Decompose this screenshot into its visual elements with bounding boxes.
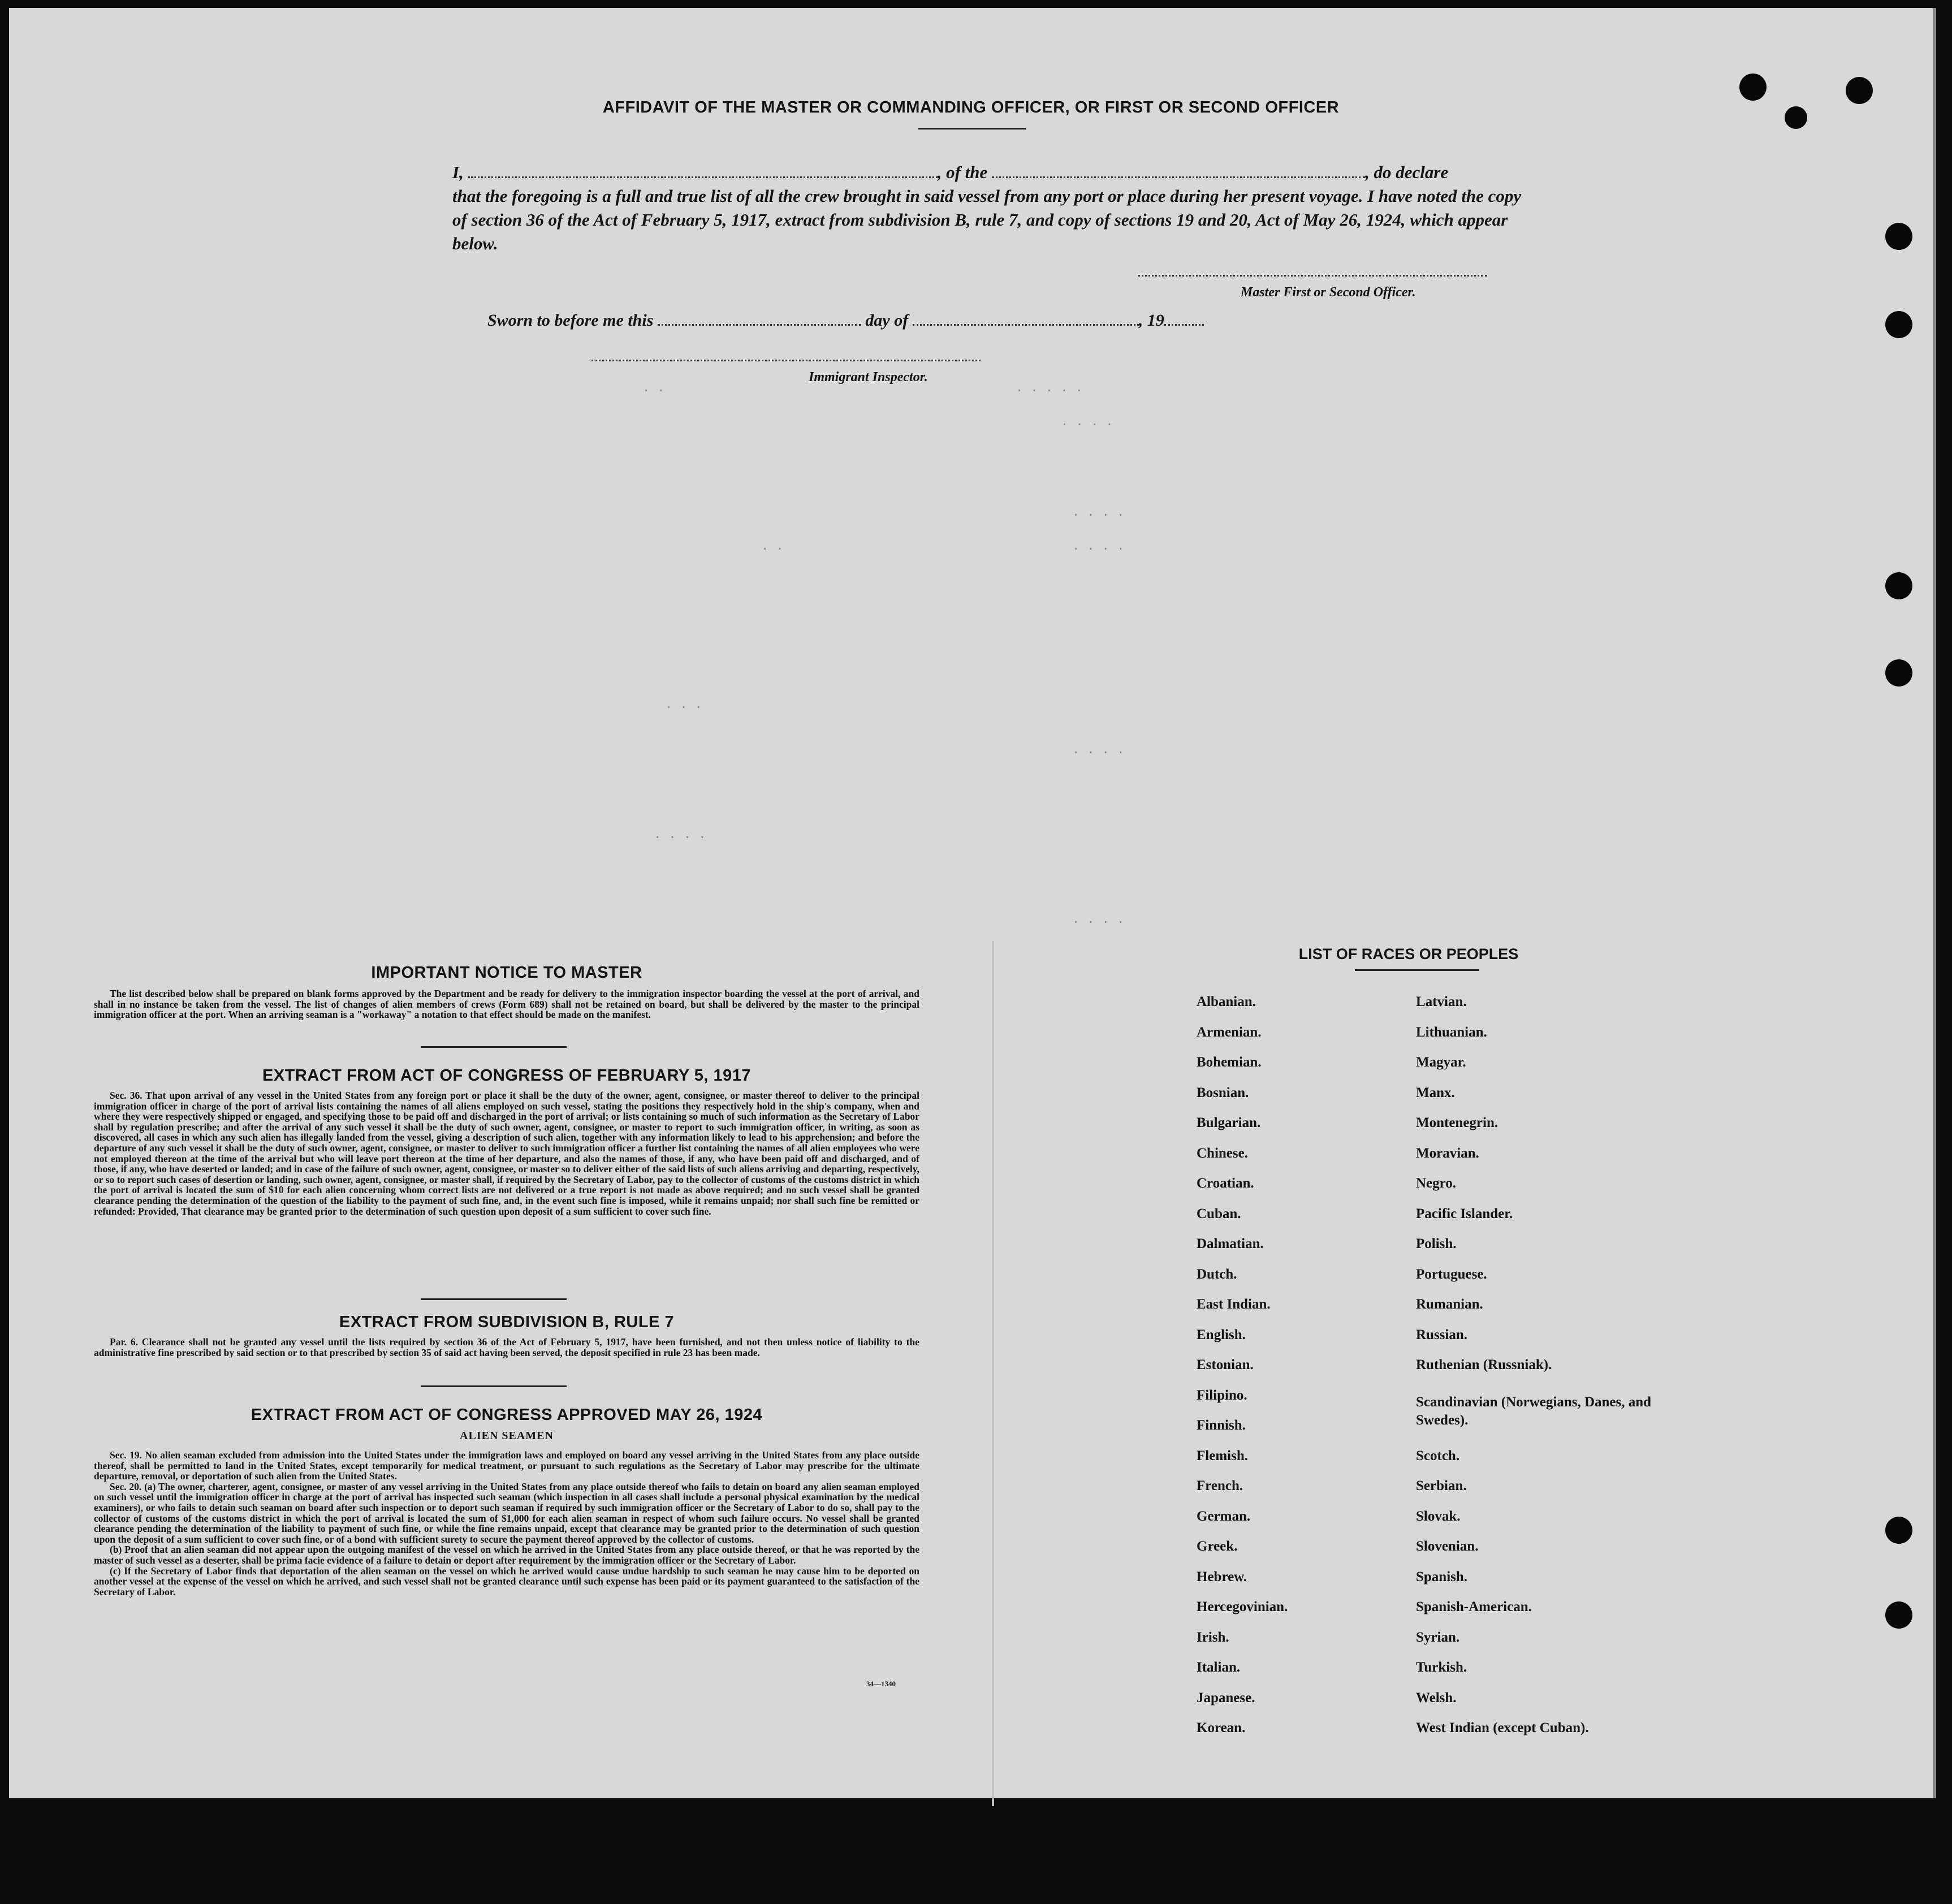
sworn-day-field[interactable]	[658, 318, 861, 326]
race-item: English.	[1197, 1327, 1246, 1342]
race-item: Hebrew.	[1197, 1569, 1247, 1584]
extract-1917-paragraph: Sec. 36. That upon arrival of any vessel in the United States from any foreign port or place it shall be the duty of the owner, agent, consignee, or master thereof to deliver to the principal immigration officer in charge of the port of arrival lists containing the names of all aliens employed on such vessel, stating the positions they respectively hold in the ship's company, when and where they were respectively shipped or engaged, and specifying those to be paid off and discharged in the port of arrival; or lists containing so much of such information as the Secretary of Labor shall by regulation prescribe; and after the arrival of any such vessel it shall be the duty of such owner, agent, consignee, or master to report to such immigration officer, in writing, as soon as discovered, all cases in which any such alien has illegally landed from the vessel, giving a description of such alien, together with any information likely to lead to his apprehension; and before the departure of any such vessel it shall be the duty of such owner, agent, consignee, or master to deliver to such immigration officer a further list containing the names of all alien employees who were not employed thereon at the time of the arrival but who will leave port thereon at the time of her departure, and also the names of those, if any, who have been paid off and discharged, and of those, if any, who have deserted or landed; and in case of the failure of such owner, agent, consignee, or master so to deliver either of the said lists of such aliens arriving and departing, respectively, or so to report such cases of desertion or landing, such owner, agent, consignee, or master shall, if required by the Secretary of Labor, pay to the collector of customs of the customs district in which the port of arrival is located the sum of $10 for each alien concerning whom correct lists are not delivered or a true report is not made as above required; and no such vessel shall be granted clearance pending the determination of the question of the liability to the payment of such fine, and, in the event such fine is imposed, while it remains unpaid; nor shall such fine be remitted or refunded: Provided, That clearance may be granted prior to the determination of such question upon deposit of a sum sufficient to cover such fine.	[94, 1090, 919, 1217]
race-item: Lithuanian.	[1416, 1024, 1487, 1040]
race-item: Bulgarian.	[1197, 1115, 1261, 1130]
document-page	[9, 8, 1936, 1798]
race-item: Slovak.	[1416, 1508, 1461, 1524]
alien-seamen-subtitle: ALIEN SEAMEN	[460, 1430, 554, 1442]
extract-rule7-paragraph: Par. 6. Clearance shall not be granted any vessel until the lists required by section 36 of the Act of February 5, 1917, have been furnished, and not then unless notice of liability to the administrative fine prescribed by said section or to that prescribed by section 35 of said act having been served, the deposit specified in rule 23 has been made.	[94, 1336, 919, 1358]
extract-1917-title: EXTRACT FROM ACT OF CONGRESS OF FEBRUARY 5, 1917	[262, 1067, 752, 1085]
race-item: Dutch.	[1197, 1266, 1237, 1282]
extract-1917-text	[94, 1090, 919, 1216]
punch-hole	[1885, 311, 1912, 338]
section-rule	[421, 1385, 567, 1387]
sworn-label: Sworn to before me this	[487, 311, 654, 330]
sec20a-paragraph: Sec. 20. (a) The owner, charterer, agent, consignee, or master of any vessel arriving in the United States from any place outside thereof who fails to detain on board any alien seaman employed on such vessel until the immigration officer in charge at the port of arrival has inspected such seaman (which inspection in all cases shall include a personal physical examination by the medical examiners), or who fails to detain such seaman on board after such inspection or to deport such seaman if required by such immigration officer or the Secretary of Labor to do so, shall pay to the collector of customs of the customs district in which the port of arrival is located the sum of $1,000 for each alien seaman in respect of whom such failure occurs. No vessel shall be granted clearance pending the determination of the liability to payment of such fine, or while the fine remains unpaid, except that clearance may be granted prior to the determination of such question upon the deposit of a sum sufficient to cover such fine, or of a bond with sufficient surety to secure the payment thereof approved by the collector of customs.	[94, 1480, 919, 1545]
vessel-name-field[interactable]	[992, 171, 1365, 178]
bleed-through-mark: . . . . .	[1016, 381, 1083, 395]
race-item: Finnish.	[1197, 1418, 1246, 1433]
race-item: Ruthenian (Russniak).	[1416, 1357, 1552, 1372]
inspector-signature-label: Immigrant Inspector.	[809, 370, 928, 385]
race-item: German.	[1197, 1508, 1251, 1524]
extract-1924-text	[94, 1450, 919, 1597]
declare-label: , do declare	[1365, 162, 1449, 182]
race-item: Latvian.	[1416, 994, 1467, 1009]
affidavit-title: AFFIDAVIT OF THE MASTER OR COMMANDING OFFICER, OR FIRST OR SECOND OFFICER	[602, 98, 1340, 116]
notice-title: IMPORTANT NOTICE TO MASTER	[371, 964, 642, 982]
race-item: Spanish.	[1416, 1569, 1468, 1584]
race-item: Polish.	[1416, 1236, 1457, 1251]
race-item: Rumanian.	[1416, 1297, 1483, 1312]
extract-1924-title: EXTRACT FROM ACT OF CONGRESS APPROVED MAY 26, 1924	[251, 1406, 763, 1424]
race-item: Albanian.	[1197, 994, 1256, 1009]
sworn-line	[487, 311, 1204, 330]
races-title-rule	[1355, 969, 1479, 971]
declarant-label: I,	[452, 162, 464, 182]
race-item: Spanish-American.	[1416, 1599, 1532, 1614]
race-item: Welsh.	[1416, 1690, 1457, 1706]
title-rule	[918, 128, 1026, 129]
punch-hole	[1739, 74, 1767, 101]
race-item: Turkish.	[1416, 1660, 1467, 1675]
race-item: Pacific Islander.	[1416, 1206, 1513, 1221]
punch-hole	[1885, 223, 1912, 250]
race-item: Italian.	[1197, 1660, 1241, 1675]
sec19-paragraph: Sec. 19. No alien seaman excluded from admission into the United States under the immigration laws and employed on board any vessel arriving in the United States from any place outside thereof, shall be permitted to land in the United States, except temporarily for medical treatment, or pursuant to such regulations as the Secretary of Labor may prescribe for the ultimate departure, removal, or deportation of such alien from the United States.	[94, 1449, 919, 1482]
bleed-through-mark: . .	[761, 539, 784, 554]
sworn-month-field[interactable]	[913, 318, 1139, 326]
race-item: Syrian.	[1416, 1629, 1460, 1645]
race-item: Korean.	[1197, 1720, 1246, 1735]
extract-rule7-text	[94, 1337, 919, 1358]
bleed-through-mark: . . . .	[1061, 415, 1113, 429]
sec20c-paragraph: (c) If the Secretary of Labor finds that deportation of the alien seaman on the vessel on which he arrived would cause undue hardship to such seaman he may cause him to be deported on another vessel at the expense of the vessel on which he arrived, and such vessel shall not be granted clearance until such expense has been paid or its payment guaranteed to the satisfaction of the Secretary of Labor.	[94, 1565, 919, 1598]
punch-hole	[1885, 659, 1912, 687]
race-item: Hercegovinian.	[1197, 1599, 1288, 1614]
race-item: Magyar.	[1416, 1055, 1466, 1070]
extract-rule7-title: EXTRACT FROM SUBDIVISION B, RULE 7	[339, 1313, 675, 1331]
bleed-through-mark: . . . .	[1072, 743, 1125, 757]
bleed-through-mark: . . . .	[1072, 506, 1125, 520]
declarant-name-field[interactable]	[468, 171, 938, 178]
notice-paragraph: The list described below shall be prepared on blank forms approved by the Department and be ready for delivery to the immigration inspector boarding the vessel at the port of arrival, and shall in no instance be taken from the vessel. The list of changes of alien members of crews (Form 689) shall not be retained on board, but shall be delivered by the master to the principal immigration officer at the port. When an arriving seaman is a "workaway" a notation to that effect should be made on the manifest.	[94, 988, 919, 1021]
race-item: Greek.	[1197, 1539, 1238, 1554]
bleed-through-mark: . . . .	[1072, 913, 1125, 927]
master-signature-line[interactable]	[1138, 275, 1487, 277]
bleed-through-mark: . . . .	[1072, 539, 1125, 554]
bleed-through-mark: . . . .	[654, 828, 706, 842]
race-item: Flemish.	[1197, 1448, 1248, 1463]
race-item: Dalmatian.	[1197, 1236, 1264, 1251]
punch-hole	[1885, 1517, 1912, 1544]
notice-text	[94, 988, 919, 1020]
section-rule	[421, 1046, 567, 1048]
section-rule	[421, 1298, 567, 1300]
race-item: Bohemian.	[1197, 1055, 1262, 1070]
year-label: , 19	[1138, 311, 1164, 330]
race-item: Serbian.	[1416, 1478, 1467, 1493]
day-of-label: day of	[865, 311, 909, 330]
race-item: Irish.	[1197, 1629, 1229, 1645]
race-item: Japanese.	[1197, 1690, 1255, 1706]
race-item: Russian.	[1416, 1327, 1468, 1342]
race-item: Croatian.	[1197, 1176, 1254, 1191]
race-item: Bosnian.	[1197, 1085, 1249, 1100]
race-item: Estonian.	[1197, 1357, 1254, 1372]
form-number: 34—1340	[866, 1680, 896, 1688]
of-the-label: , of the	[937, 162, 988, 182]
race-item: French.	[1197, 1478, 1243, 1493]
bleed-through-mark: . .	[642, 381, 665, 395]
race-item: Cuban.	[1197, 1206, 1241, 1221]
punch-hole	[1885, 1601, 1912, 1629]
races-title: LIST OF RACES OR PEOPLES	[1298, 945, 1519, 962]
affidavit-body	[452, 161, 1527, 256]
page-fold	[992, 941, 994, 1806]
race-item: Armenian.	[1197, 1024, 1262, 1040]
inspector-signature-line[interactable]	[591, 360, 981, 361]
declaration-text: that the foregoing is a full and true list of all the crew brought in said vessel from any port or place during her present voyage. I have noted the copy of section 36 of the Act of February 5, 1917, extract from subdivision B, rule 7, and copy of sections 19 and 20, Act of May 26, 1924, which appear below.	[452, 186, 1522, 253]
race-item: Manx.	[1416, 1085, 1455, 1100]
race-item: Chinese.	[1197, 1145, 1248, 1161]
race-item: Scandinavian (Norwegians, Danes, and Swedes).	[1416, 1394, 1652, 1428]
race-item: Portuguese.	[1416, 1266, 1487, 1282]
race-item: Slovenian.	[1416, 1539, 1479, 1554]
sec20b-paragraph: (b) Proof that an alien seaman did not appear upon the outgoing manifest of the vessel on which he arrived in the United States from any place outside thereof, or that he was reported by the master of such vessel as a deserter, shall be prima facie evidence of a failure to detain or deport after requirement by the immigration officer or the Secretary of Labor.	[94, 1544, 919, 1566]
punch-hole	[1885, 572, 1912, 599]
declaration-line	[452, 161, 1527, 184]
race-item: East Indian.	[1197, 1297, 1271, 1312]
race-item: Montenegrin.	[1416, 1115, 1498, 1130]
race-item: Negro.	[1416, 1176, 1457, 1191]
race-item: Scotch.	[1416, 1448, 1460, 1463]
race-item: Filipino.	[1197, 1387, 1247, 1403]
race-item: West Indian (except Cuban).	[1416, 1720, 1589, 1735]
race-item: Moravian.	[1416, 1145, 1479, 1161]
bleed-through-mark: . . .	[665, 698, 703, 712]
sworn-year-field[interactable]	[1164, 318, 1204, 326]
master-signature-label: Master First or Second Officer.	[1241, 285, 1416, 300]
